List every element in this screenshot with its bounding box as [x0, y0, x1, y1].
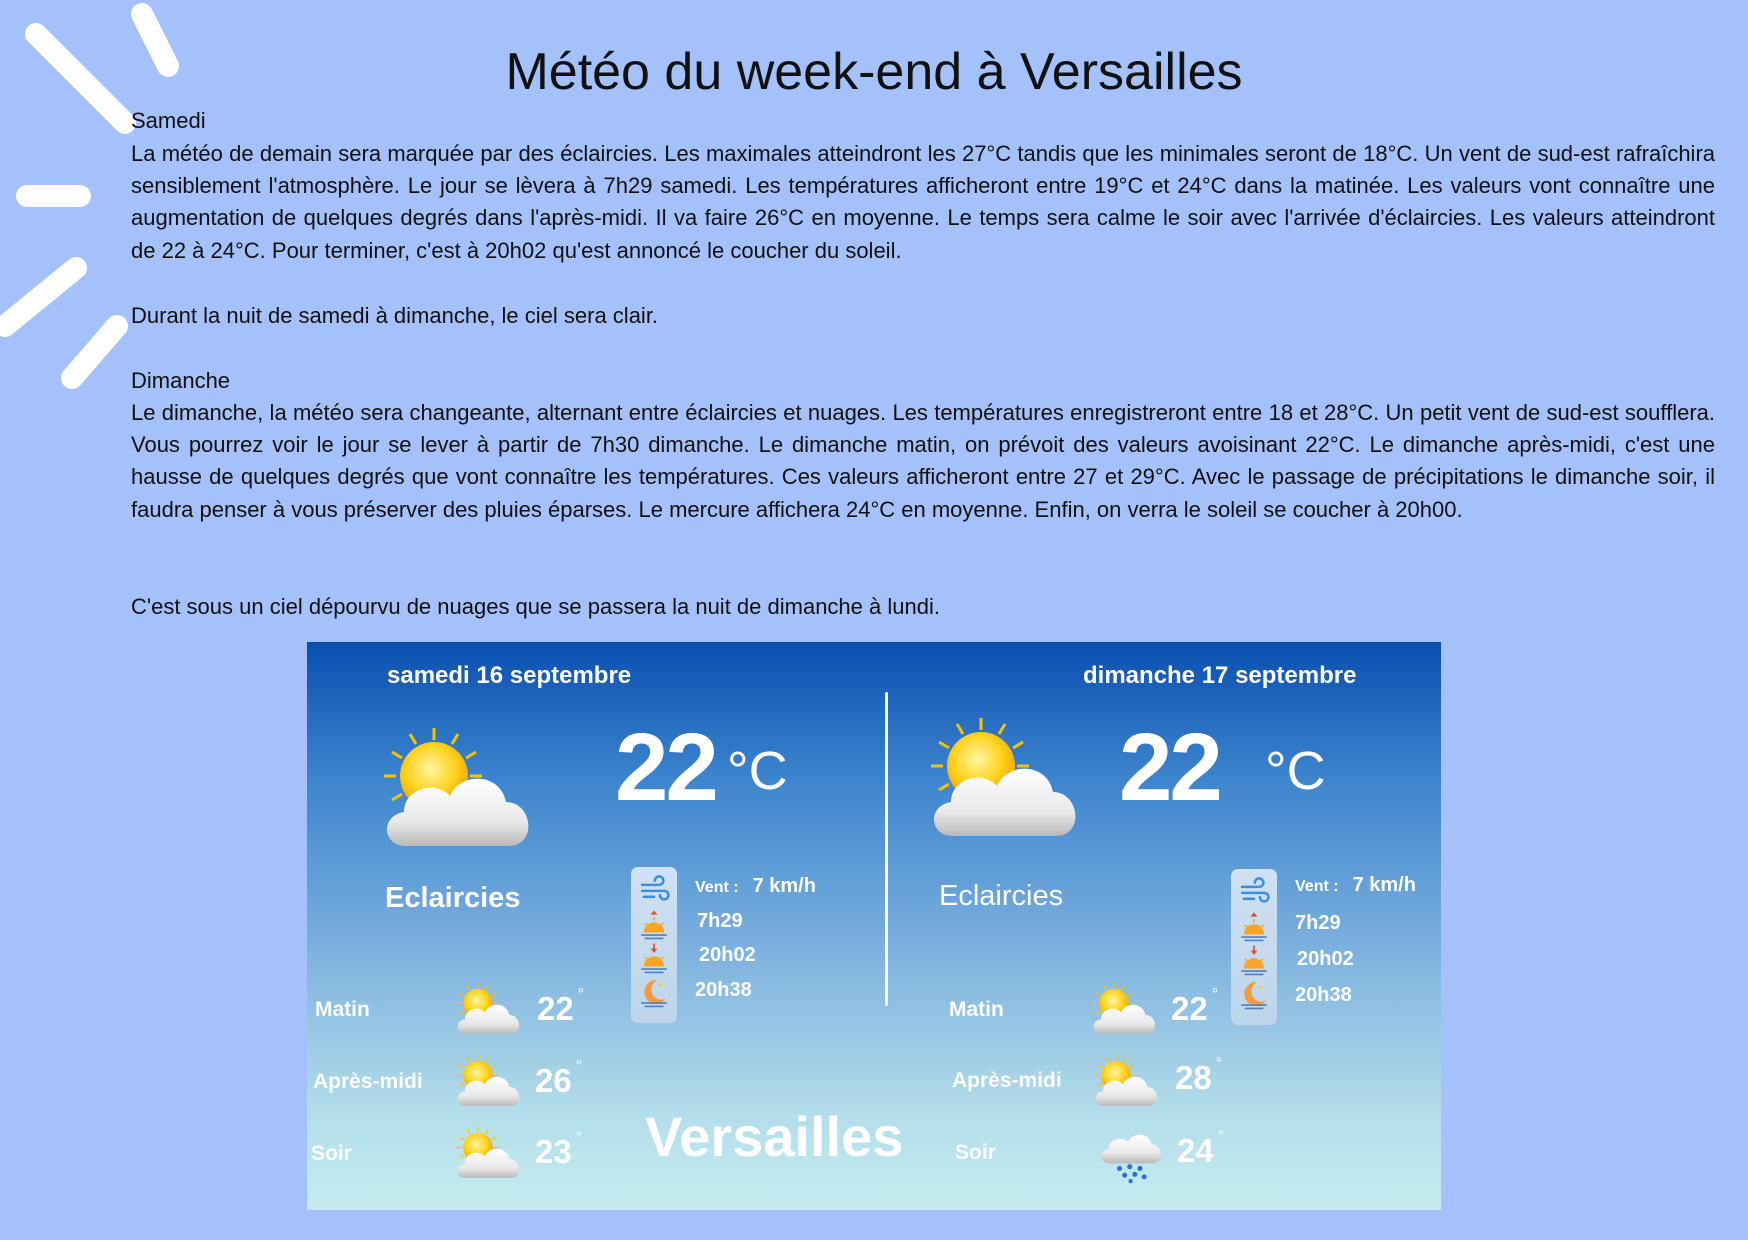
sunday-temperature-unit: °C	[1265, 741, 1326, 801]
saturday-temperature-unit: °C	[727, 741, 788, 801]
wind-label: Vent :	[695, 879, 739, 896]
sun-cloud-icon	[919, 712, 1089, 852]
sunset-icon	[1237, 943, 1271, 977]
sun-cloud-icon	[1087, 980, 1161, 1041]
sunday-afternoon-temp: 28 °	[1175, 1055, 1223, 1096]
saturday-morning-temp: 22 °	[537, 986, 585, 1027]
saturday-night-text: Durant la nuit de samedi à dimanche, le ciel sera clair.	[131, 303, 659, 328]
wind-value: 7 km/h	[752, 875, 816, 897]
saturday-moonrise: 20h38	[695, 979, 752, 1001]
saturday-forecast-text: La météo de demain sera marquée par des éclaircies. Les maximales atteindront les 27°C tandis que les minimales seront de 18°C. Un vent de sud-est rafraîchira sensiblement l'atmosphère. Le jour se lèvera à 7h29 samedi. Les températures afficheront entre 19°C et 24°C dans la matinée. Les valeurs vont connaître une augmentation de quelques degrés dans l'après-midi. Il va faire 26°C en moyenne. Le temps sera calme le soir avec l'arrivée d'éclaircies. Les valeurs atteindront de 22 à 24°C. Pour terminer, c'est à 20h02 qu'est annoncé le coucher du soleil.	[131, 141, 1715, 263]
sunrise-icon	[1237, 909, 1271, 943]
saturday-condition: Eclaircies	[385, 882, 521, 914]
sun-cloud-icon	[451, 1124, 525, 1185]
sunday-evening-label: Soir	[955, 1141, 996, 1164]
saturday-afternoon-temp: 26 °	[535, 1058, 583, 1099]
sunday-forecast-text: Le dimanche, la météo sera changeante, alternant entre éclaircies et nuages. Les températures enregistreront entre 18 et 28°C. Un petit vent de sud-est soufflera. Vous pourrez voir le jour se lever à partir de 7h30 dimanche. Le dimanche matin, on prévoit des valeurs avoisinant 22°C. Le dimanche après-midi, c'est une hausse de quelques degrés que vont connaître les températures. Ces valeurs afficheront entre 27 et 29°C. Avec le passage de précipitations le dimanche soir, il faudra penser à vous préserver des pluies éparses. Le mercure affichera 24°C en moyenne. Enfin, on verra le soleil se coucher à 20h00.	[131, 400, 1715, 522]
sunday-sunrise: 7h29	[1295, 912, 1341, 934]
sunday-info-panel	[1231, 869, 1277, 1025]
sunday-sunset: 20h02	[1297, 948, 1354, 970]
sunday-moonrise: 20h38	[1295, 984, 1352, 1006]
sun-cloud-icon	[451, 980, 525, 1041]
wind-icon	[1237, 875, 1271, 909]
saturday-info-panel	[631, 867, 677, 1023]
wind-icon	[637, 873, 671, 907]
saturday-afternoon-label: Après-midi	[313, 1070, 423, 1093]
sunday-temperature: 22	[1119, 714, 1220, 821]
sunday-afternoon-label: Après-midi	[952, 1069, 1062, 1092]
saturday-evening-label: Soir	[311, 1142, 352, 1165]
weather-widget	[307, 642, 1441, 1210]
saturday-morning-label: Matin	[315, 998, 370, 1021]
sunday-condition: Eclaircies	[939, 880, 1064, 912]
day-divider	[885, 692, 888, 1006]
sunday-date: dimanche 17 septembre	[1083, 662, 1357, 689]
sunday-wind	[1295, 874, 1416, 897]
saturday-sunrise: 7h29	[697, 910, 743, 932]
city-name: Versailles	[645, 1105, 904, 1168]
saturday-heading: Samedi	[131, 108, 206, 133]
moonrise-icon	[637, 975, 671, 1009]
saturday-evening-temp: 23 °	[535, 1129, 583, 1170]
sun-cloud-icon	[451, 1052, 525, 1113]
saturday-date: samedi 16 septembre	[387, 662, 632, 689]
saturday-temperature: 22	[615, 714, 716, 821]
sunday-heading: Dimanche	[131, 368, 231, 393]
wind-label: Vent :	[1295, 878, 1339, 895]
moonrise-icon	[1237, 977, 1271, 1011]
wind-value: 7 km/h	[1352, 874, 1416, 896]
sunday-evening-temp: 24 °	[1177, 1128, 1225, 1169]
sunday-night-text: C'est sous un ciel dépourvu de nuages que se passera la nuit de dimanche à lundi.	[131, 594, 940, 619]
rain-cloud-icon	[1095, 1124, 1167, 1184]
sunset-icon	[637, 941, 671, 975]
page-title: Météo du week-end à Versailles	[505, 43, 1243, 101]
sun-cloud-icon	[1089, 1052, 1163, 1113]
saturday-sunset: 20h02	[699, 944, 756, 966]
sunday-morning-temp: 22 °	[1171, 986, 1219, 1027]
sun-cloud-icon	[372, 722, 542, 862]
sunday-morning-label: Matin	[949, 998, 1004, 1021]
sunrise-icon	[637, 907, 671, 941]
saturday-wind	[695, 875, 816, 898]
